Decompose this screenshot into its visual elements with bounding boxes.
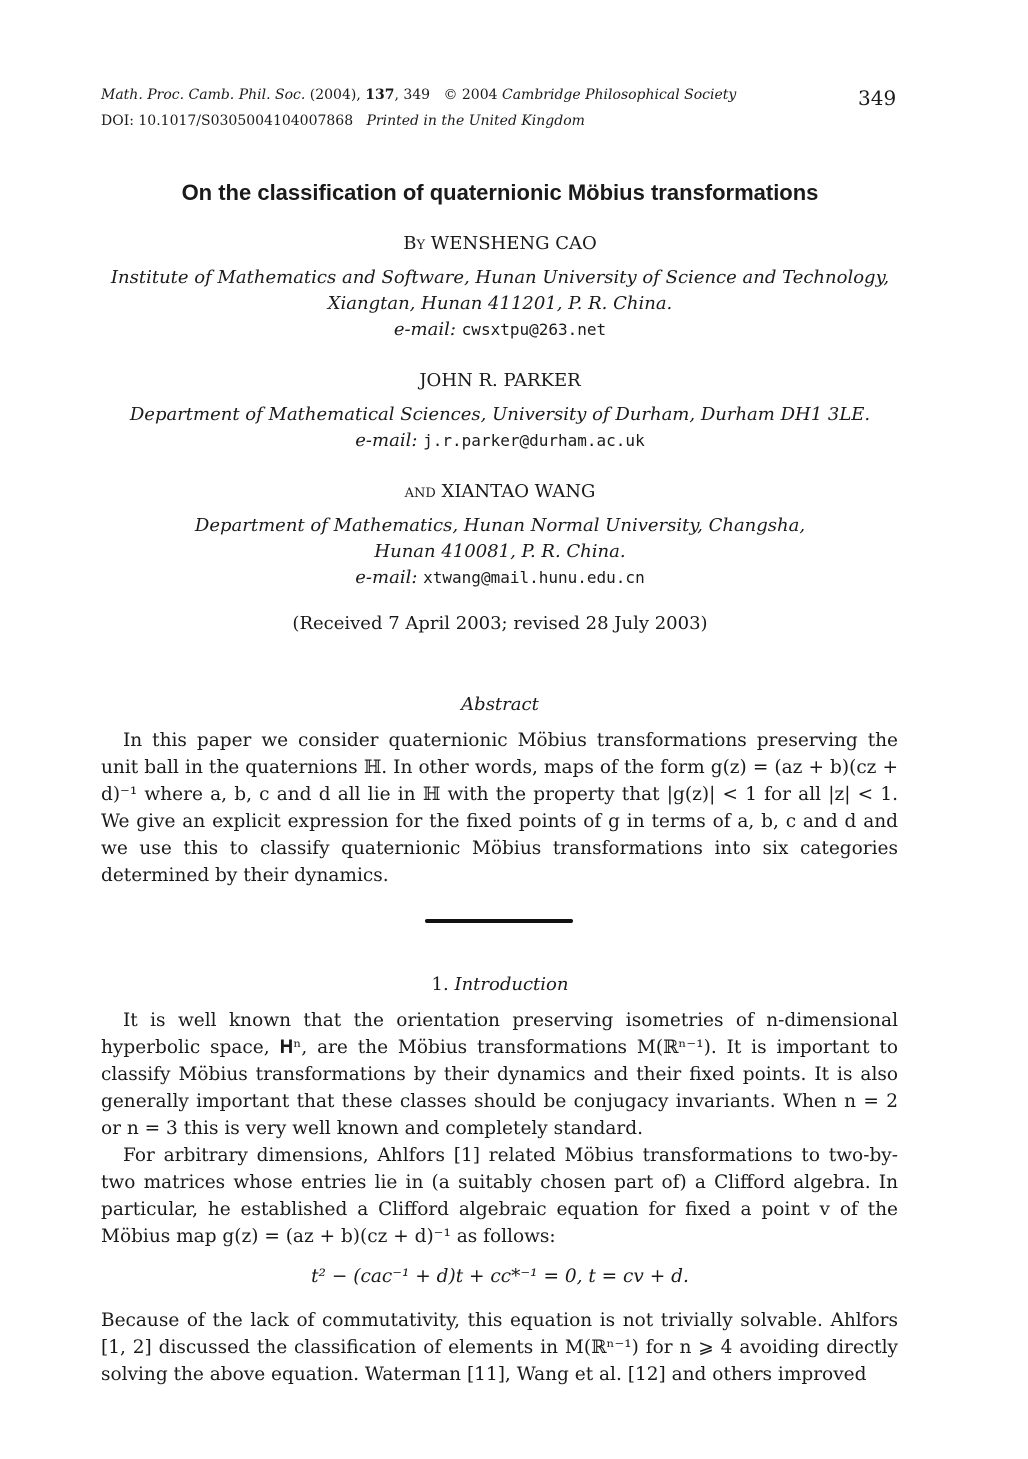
author-affiliation: Hunan 410081, P. R. China.: [374, 541, 626, 562]
copyright: © 2004: [443, 87, 498, 103]
section-heading: [0, 972, 1000, 998]
author-affiliation: Xiangtan, Hunan 411201, P. R. China.: [327, 293, 673, 314]
section-number: 1.: [431, 974, 449, 995]
author-email-line: [0, 428, 1000, 454]
body-paragraph: For arbitrary dimensions, Ahlfors [1] related Möbius transformations to two-by-two matrices whose entries lie in (a suitably chosen part of) a Clifford algebra. In particular, he established a Clifford algebraic equation for fixed a point v of the Möbius map g(z) = (az + b)(cz + d)⁻¹ as follows:: [101, 1145, 898, 1247]
journal-pages: , 349: [394, 87, 431, 103]
author-prefix: and: [404, 481, 436, 502]
author-email-line: [0, 317, 1000, 343]
author-affiliation: Institute of Mathematics and Software, Hunan University of Science and Technology,: [110, 267, 890, 288]
journal-name: Math. Proc. Camb. Phil. Soc.: [101, 87, 306, 103]
society-name: Cambridge Philosophical Society: [502, 87, 737, 103]
author-affiliation: Department of Mathematics, Hunan Normal University, Changsha,: [194, 515, 806, 536]
page-number: 349: [858, 86, 897, 110]
author-name-line: [0, 368, 1000, 394]
doi: DOI: 10.1017/S0305004104007868: [101, 113, 354, 129]
section-divider: [425, 919, 573, 923]
email-label: e-mail:: [355, 567, 418, 588]
author-prefix: By: [403, 233, 426, 254]
author-email-line: [0, 565, 1000, 591]
author-name-line: [0, 479, 1000, 505]
doi-line: [101, 112, 585, 130]
abstract-heading: Abstract: [461, 694, 539, 715]
received-dates: (Received 7 April 2003; revised 28 July 2003): [292, 613, 708, 634]
author-name: WENSHENG CAO: [430, 233, 597, 254]
section-title: Introduction: [454, 974, 569, 995]
journal-year: (2004),: [309, 87, 361, 103]
paper-title: On the classification of quaternionic Möbius transformations: [181, 180, 819, 205]
author-email[interactable]: cwsxtpu@263.net: [461, 320, 607, 339]
author-email[interactable]: xtwang@mail.hunu.edu.cn: [423, 568, 645, 587]
body-paragraph: It is well known that the orientation preserving isometries of n-dimensional hyperbolic space, 𝐇ⁿ, are the Möbius transformations M(ℝⁿ⁻¹). It is important to classify Möbius transformations by their dynamics and their fixed points. It is also generally important that these classes should be conjugacy invariants. When n = 2 or n = 3 this is very well known and completely standard.: [101, 1010, 898, 1139]
author-name-line: [0, 231, 1000, 257]
printed-note: Printed in the United Kingdom: [366, 113, 585, 129]
email-label: e-mail:: [393, 319, 456, 340]
journal-header-line: [101, 86, 736, 104]
fixed-point-equation: t² − (cac⁻¹ + d)t + cc*⁻¹ = 0, t = cv + d.: [311, 1266, 689, 1287]
body-paragraph: Because of the lack of commutativity, this equation is not trivially solvable. Ahlfors [1, 2] discussed the classification of elements in M(ℝⁿ⁻¹) for n ⩾ 4 avoiding directly solving the above equation. Waterman [11], Wang et al. [12] and others improved: [101, 1310, 898, 1385]
author-affiliation: Department of Mathematical Sciences, University of Durham, Durham DH1 3LE.: [129, 404, 871, 425]
author-name: XIANTAO WANG: [441, 481, 596, 502]
email-label: e-mail:: [355, 430, 418, 451]
abstract-text: In this paper we consider quaternionic Möbius transformations preserving the unit ball in the quaternions ℍ. In other words, maps of the form g(z) = (az + b)(cz + d)⁻¹ where a, b, c and d all lie in ℍ with the property that |g(z)| < 1 for all |z| < 1. We give an explicit expression for the fixed points of g in terms of a, b, c and d and we use this to classify quaternionic Möbius transformations into six categories determined by their dynamics.: [101, 730, 898, 886]
journal-volume: 137: [365, 87, 395, 103]
author-email[interactable]: j.r.parker@durham.ac.uk: [423, 431, 645, 450]
author-name: JOHN R. PARKER: [419, 370, 581, 391]
